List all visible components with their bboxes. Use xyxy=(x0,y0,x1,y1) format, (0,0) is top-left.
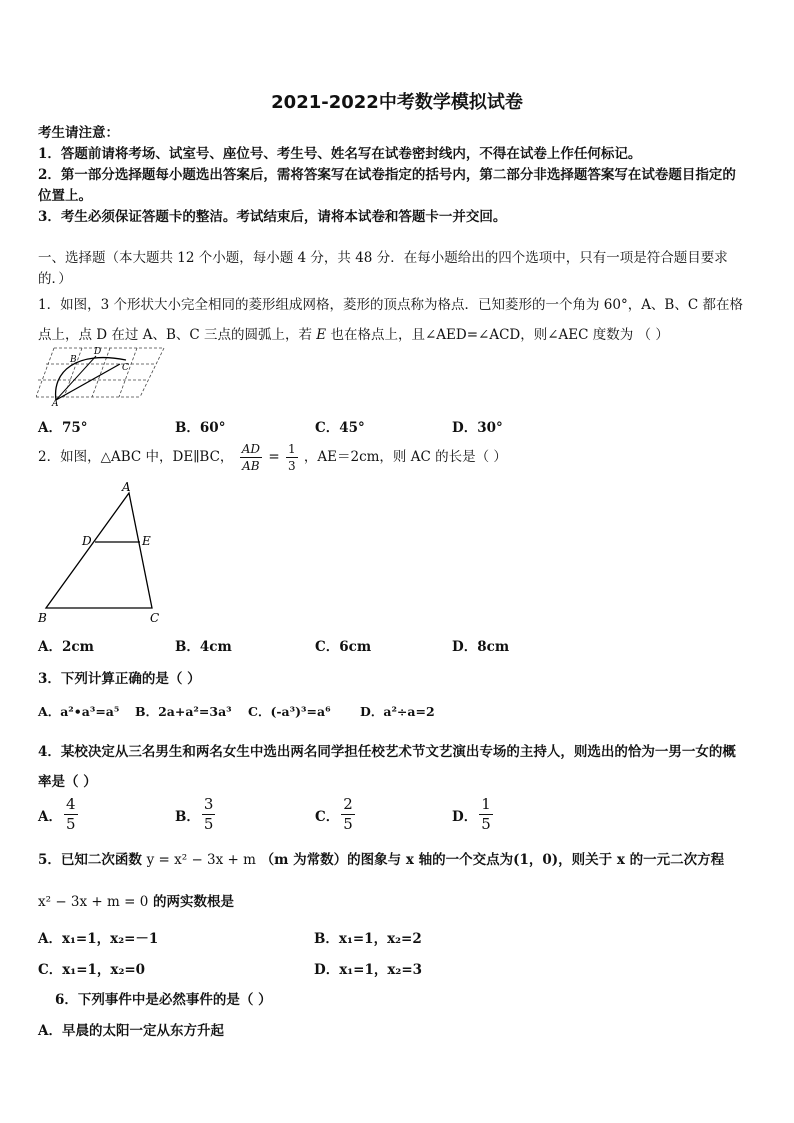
q4-option-a-num: 4 xyxy=(65,795,76,813)
q3-option-d[interactable]: D．a²÷a=2 xyxy=(360,704,435,719)
q1-stem-line2-c: 也在格点上，且∠AED=∠ACD，则∠AEC 度数为 （ ） xyxy=(330,327,669,343)
q2-stem-suffix: ，AE＝2cm，则 AC 的长是（ ） xyxy=(303,449,507,465)
q5-stem-suffix: （m 为常数）的图象与 x 轴的一个交点为(1，0)，则关于 x 的一元二次方程 xyxy=(260,852,725,868)
q3-stem: 3．下列计算正确的是（ ） xyxy=(38,671,201,687)
q4-option-a[interactable] xyxy=(38,797,80,832)
q1-rhombus-grid-figure xyxy=(36,342,171,408)
q6-stem: 6．下列事件中是必然事件的是（ ） xyxy=(55,992,272,1008)
q2-ratio-ad-ab xyxy=(240,443,262,472)
q2-ratio-den: AB xyxy=(242,459,260,473)
q2-ratio-num: AD xyxy=(241,442,261,456)
q2-option-c[interactable]: C．6cm xyxy=(315,639,372,655)
q4-option-c-label: C． xyxy=(315,808,340,825)
q1-label-c: C xyxy=(122,363,129,373)
q5-stem-line2-suffix: 的两实数根是 xyxy=(153,894,235,910)
notice-item-2-cont: 位置上。 xyxy=(38,188,92,204)
q4-option-a-label: A． xyxy=(38,808,62,825)
q3-option-c[interactable]: C．(-a³)³=a⁶ xyxy=(248,704,331,719)
q2-equals: = xyxy=(268,449,280,465)
exam-title: 2021-2022中考数学模拟试卷 xyxy=(271,92,523,113)
q2-label-e: E xyxy=(142,534,151,548)
q1-point-e: E xyxy=(316,327,327,343)
q1-option-b[interactable]: B．60° xyxy=(175,420,226,436)
q4-option-b-den: 5 xyxy=(203,815,214,833)
q6-option-a[interactable]: A．早晨的太阳一定从东方升起 xyxy=(38,1023,224,1039)
section-heading-line2: 的．） xyxy=(38,271,72,287)
q4-option-b-fraction xyxy=(202,797,216,832)
q5-option-c[interactable]: C．x₁=1，x₂=0 xyxy=(38,962,146,978)
q5-stem-line1 xyxy=(38,848,724,868)
q3-option-a[interactable]: A．a²•a³=a⁵ xyxy=(38,704,120,719)
q4-option-b-num: 3 xyxy=(203,795,214,813)
q1-stem-line1: 1．如图，3 个形状大小完全相同的菱形组成网格，菱形的顶点称为格点．已知菱形的一个角为 60°，A、B、C 都在格 xyxy=(38,297,743,313)
q1-label-b: B xyxy=(70,355,77,365)
q4-option-b[interactable] xyxy=(175,797,217,832)
section-heading-line1: 一、选择题（本大题共 12 个小题，每小题 4 分，共 48 分．在每小题给出的四个选项中，只有一项是符合题目要求 xyxy=(38,250,728,266)
q1-option-c[interactable]: C．45° xyxy=(315,420,365,436)
q4-option-d-den: 5 xyxy=(481,815,491,833)
q5-equation: x² − 3x + m = 0 xyxy=(38,894,149,910)
q4-option-a-fraction xyxy=(64,797,78,832)
q1-stem-line2 xyxy=(38,323,669,343)
q1-option-d[interactable]: D．30° xyxy=(452,420,503,436)
q2-ratio-one-third xyxy=(286,443,298,472)
q2-label-d: D xyxy=(82,534,92,548)
q4-option-d-fraction xyxy=(479,797,493,832)
q4-option-c[interactable] xyxy=(315,797,357,832)
q2-one-third-den: 3 xyxy=(287,459,296,473)
notice-item-2: 2．第一部分选择题每小题选出答案后，需将答案写在试卷指定的括号内，第二部分非选择题答案写在试卷题目指定的 xyxy=(38,167,736,183)
q2-label-a: A xyxy=(122,480,131,494)
q1-label-d: D xyxy=(94,347,102,357)
q4-option-b-label: B． xyxy=(175,808,200,825)
q4-option-d-num: 1 xyxy=(481,795,491,813)
q1-stem-line2-a: 点上，点 D 在过 A、B、C 三点的圆弧上，若 xyxy=(38,327,312,343)
q4-option-c-den: 5 xyxy=(343,815,353,833)
q1-label-a: A xyxy=(52,399,59,408)
q2-option-a[interactable]: A．2cm xyxy=(38,639,94,655)
q2-option-b[interactable]: B．4cm xyxy=(175,639,232,655)
q4-stem-line2: 率是（ ） xyxy=(38,774,97,790)
q5-stem-line2 xyxy=(38,890,234,910)
q4-option-a-den: 5 xyxy=(65,815,76,833)
q5-option-d[interactable]: D．x₁=1，x₂=3 xyxy=(314,962,423,978)
q5-option-b[interactable]: B．x₁=1，x₂=2 xyxy=(314,931,422,947)
q2-stem xyxy=(38,443,507,472)
q2-stem-prefix: 2．如图，△ABC 中，DE∥BC， xyxy=(38,449,234,465)
q4-option-d[interactable] xyxy=(452,797,495,832)
q4-stem-line1: 4．某校决定从三名男生和两名女生中选出两名同学担任校艺术节文艺演出专场的主持人，则选出的恰为一男一女的概 xyxy=(38,744,736,760)
q2-option-d[interactable]: D．8cm xyxy=(452,639,510,655)
q4-option-c-fraction xyxy=(341,797,355,832)
notice-item-1: 1．答题前请将考场、试室号、座位号、考生号、姓名写在试卷密封线内，不得在试卷上作任何标记。 xyxy=(38,146,642,162)
q5-option-a[interactable]: A．x₁=1，x₂=－1 xyxy=(38,931,159,947)
q2-one-third-num: 1 xyxy=(287,442,296,456)
notice-heading: 考生请注意： xyxy=(38,125,119,141)
q1-option-a[interactable]: A．75° xyxy=(38,420,88,436)
q4-option-d-label: D． xyxy=(452,808,478,825)
q5-function: y = x² − 3x + m xyxy=(146,852,256,868)
notice-item-3: 3．考生必须保证答题卡的整洁。考试结束后，请将本试卷和答题卡一并交回。 xyxy=(38,209,507,225)
q2-label-b: B xyxy=(38,611,47,625)
q5-stem-prefix: 5．已知二次函数 xyxy=(38,852,142,868)
q3-option-b[interactable]: B．2a+a²=3a³ xyxy=(135,704,232,719)
q2-triangle-figure xyxy=(34,480,174,628)
q2-label-c: C xyxy=(150,611,160,625)
q4-option-c-num: 2 xyxy=(343,795,353,813)
